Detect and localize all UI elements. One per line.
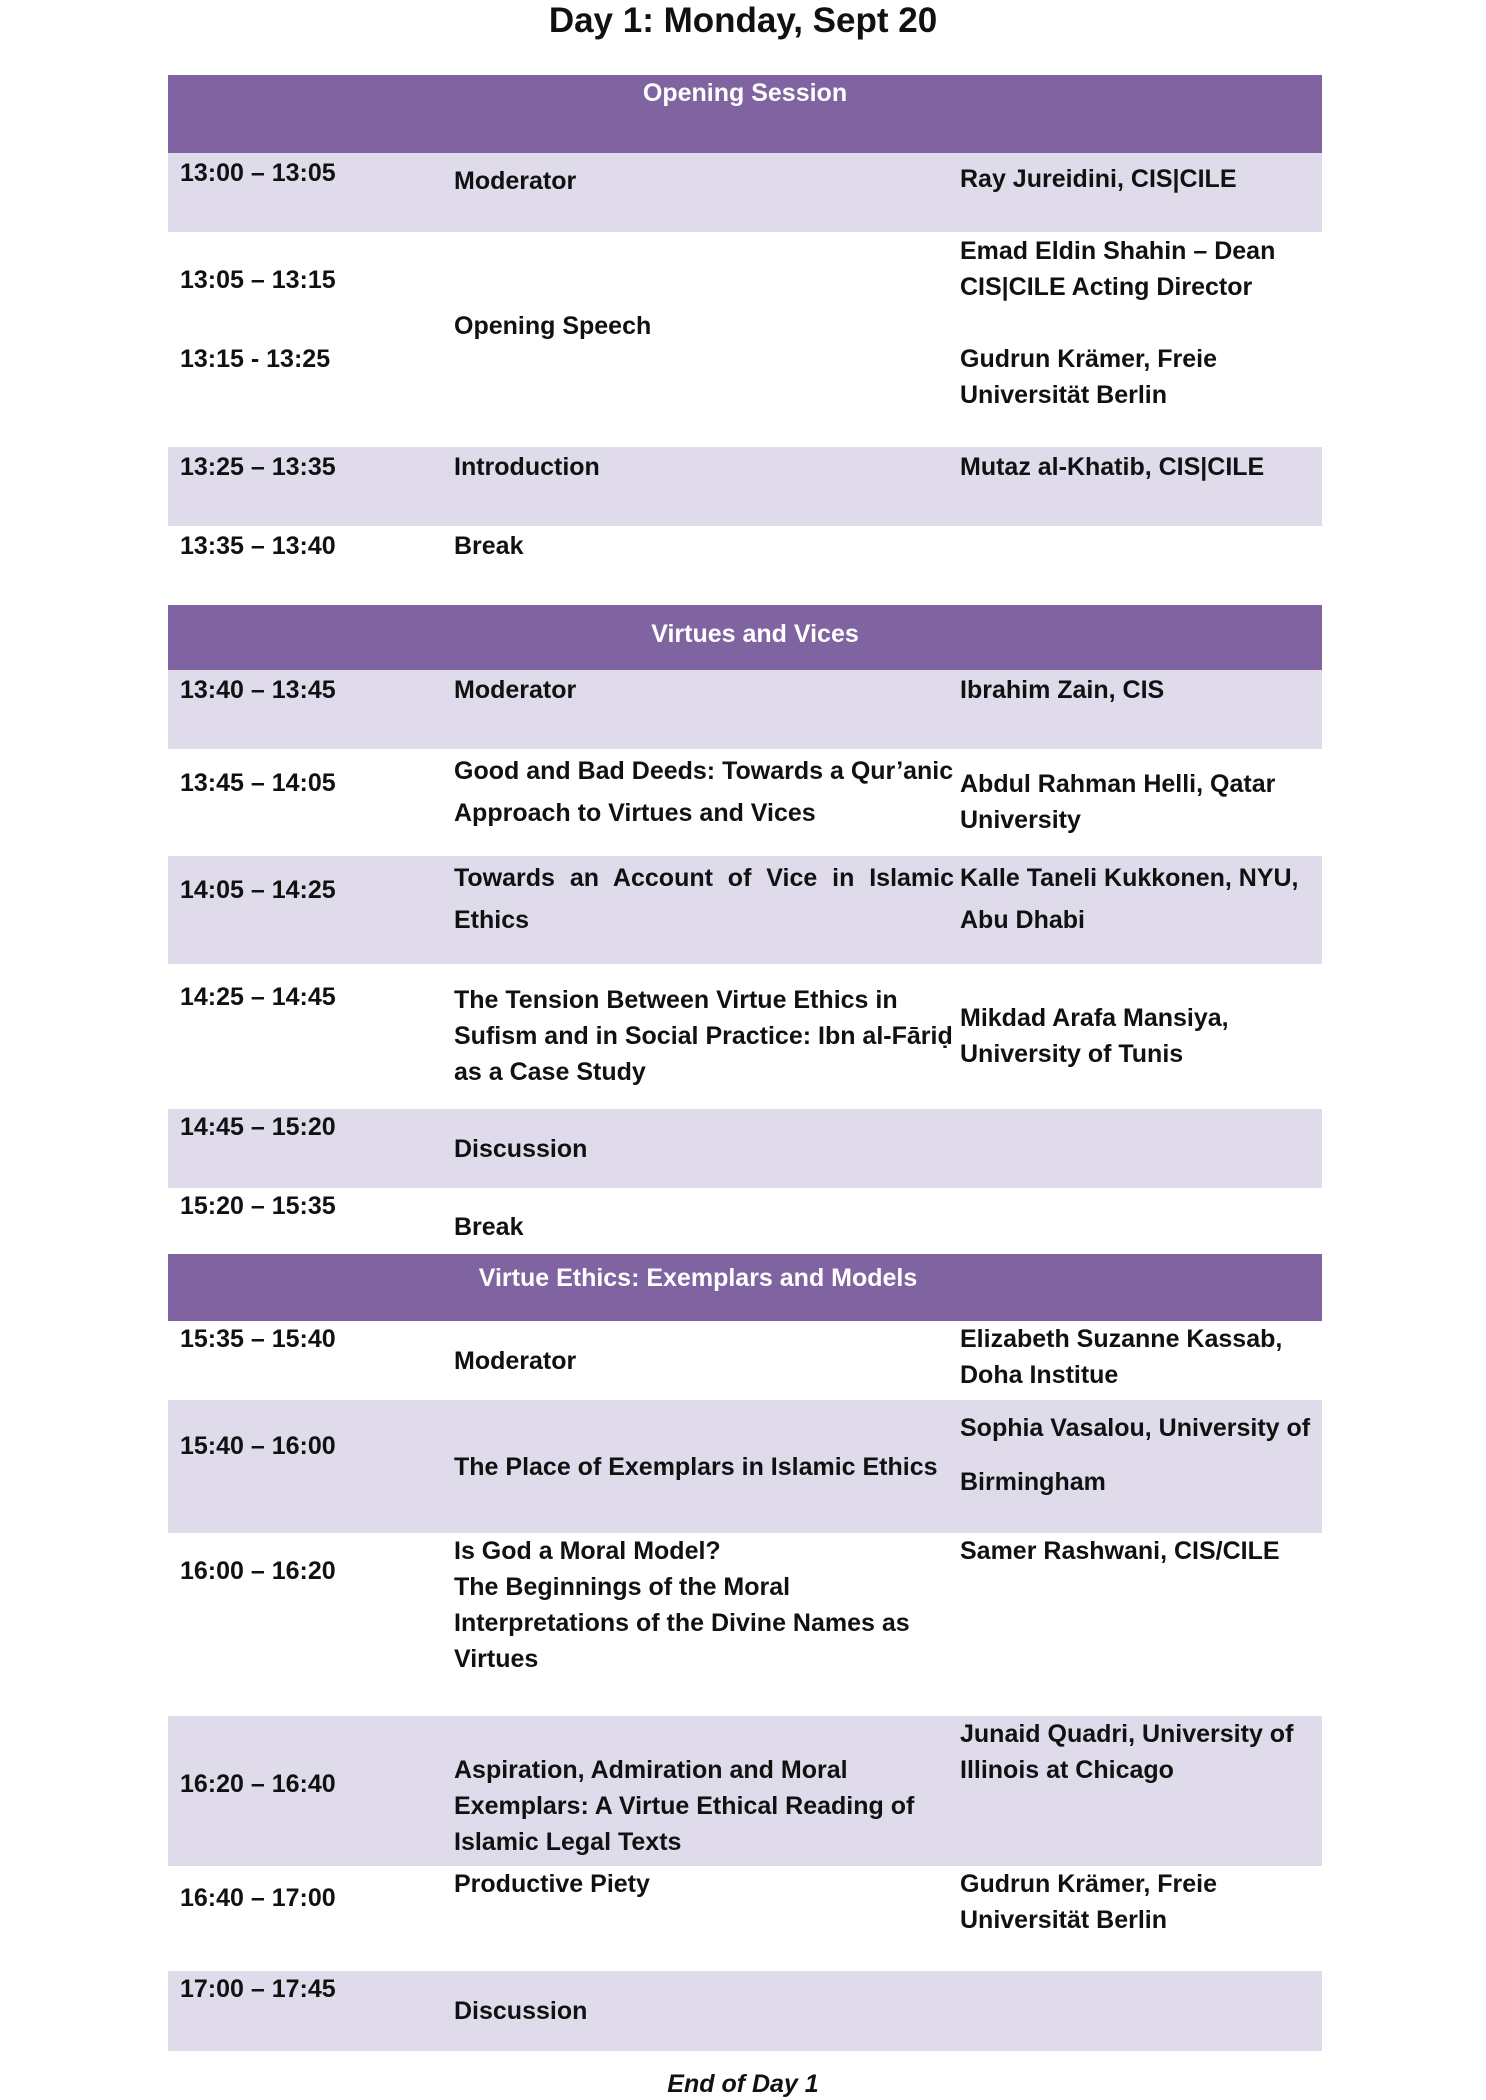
page-footer: End of Day 1 <box>667 2070 819 2098</box>
speaker-cell: Sophia Vasalou, University of Birmingham <box>960 1414 1311 1496</box>
talk-cell: Discussion <box>454 1997 588 2025</box>
table-row <box>168 1109 1322 1188</box>
time-cell: 13:00 – 13:05 <box>180 159 336 187</box>
time-cell: 14:45 – 15:20 <box>180 1113 336 1141</box>
talk-cell: Break <box>454 1213 524 1241</box>
speaker-cell: Abdul Rahman Helli, Qatar University <box>960 770 1276 834</box>
talk-cell: The Tension Between Virtue Ethics in Sufism and in Social Practice: Ibn al-Fāriḍ as a Case Study <box>454 986 953 1086</box>
time-cell: 17:00 – 17:45 <box>180 1975 336 2003</box>
speaker-cell: Mutaz al-Khatib, CIS|CILE <box>960 453 1265 481</box>
speaker-cell: Mikdad Arafa Mansiya, University of Tunis <box>960 1004 1229 1068</box>
session-title: Opening Session <box>642 79 848 107</box>
speaker-cell: Ray Jureidini, CIS|CILE <box>960 165 1237 193</box>
time-cell: 14:25 – 14:45 <box>180 983 336 1011</box>
time-cell: 13:45 – 14:05 <box>180 769 336 797</box>
session-title: Virtues and Vices <box>651 620 859 648</box>
time-cell: 16:20 – 16:40 <box>180 1770 336 1798</box>
session-title: Virtue Ethics: Exemplars and Models <box>478 1264 918 1292</box>
talk-cell: Moderator <box>454 1347 577 1375</box>
table-row <box>168 1533 1322 1716</box>
table-row <box>168 1866 1322 1971</box>
time-cell: 13:25 – 13:35 <box>180 453 336 481</box>
talk-cell: Introduction <box>454 453 600 481</box>
time-cell: 14:05 – 14:25 <box>180 876 336 904</box>
time-cell: 16:00 – 16:20 <box>180 1557 336 1585</box>
talk-cell: Moderator <box>454 167 577 195</box>
table-row <box>168 153 1322 232</box>
table-row <box>168 1400 1322 1533</box>
speaker-cell: Ibrahim Zain, CIS <box>960 676 1165 704</box>
talk-cell: Break <box>454 532 524 560</box>
table-row <box>168 964 1322 1109</box>
talk-cell: Productive Piety <box>454 1870 650 1898</box>
time-cell: 13:35 – 13:40 <box>180 532 336 560</box>
session-header <box>168 1254 1322 1321</box>
speaker-cell: Gudrun Krämer, Freie Universität Berlin <box>960 345 1218 409</box>
table-row <box>168 232 1322 447</box>
speaker-cell: Emad Eldin Shahin – Dean CIS|CILE Acting Director <box>960 237 1276 301</box>
table-row <box>168 670 1322 749</box>
speaker-cell: Samer Rashwani, CIS/CILE <box>960 1537 1280 1565</box>
speaker-cell: Elizabeth Suzanne Kassab, Doha Institue <box>960 1325 1283 1389</box>
time-cell: 13:05 – 13:15 <box>180 266 336 294</box>
table-row <box>168 1321 1322 1400</box>
talk-cell: Towards an Account of Vice in Islamic Ethics <box>454 864 954 934</box>
table-row <box>168 1188 1322 1254</box>
table-row <box>168 526 1322 605</box>
time-cell: 16:40 – 17:00 <box>180 1884 336 1912</box>
time-cell: 13:40 – 13:45 <box>180 676 336 704</box>
time-cell: 15:20 – 15:35 <box>180 1192 336 1220</box>
time-cell: 15:40 – 16:00 <box>180 1432 336 1460</box>
talk-cell: Moderator <box>454 676 577 704</box>
page-title: Day 1: Monday, Sept 20 <box>548 1 938 40</box>
talk-cell: Aspiration, Admiration and Moral Exemplars: A Virtue Ethical Reading of Islamic Legal Texts <box>454 1756 915 1856</box>
session-header <box>168 75 1322 153</box>
talk-cell: Good and Bad Deeds: Towards a Qur’anic Approach to Virtues and Vices <box>454 757 954 827</box>
table-row <box>168 1971 1322 2051</box>
table-row <box>168 749 1322 856</box>
time-cell: 13:15 - 13:25 <box>180 345 331 373</box>
table-row <box>168 856 1322 964</box>
table-row <box>168 447 1322 526</box>
speaker-cell: Kalle Taneli Kukkonen, NYU, Abu Dhabi <box>960 864 1299 934</box>
talk-cell: Discussion <box>454 1135 588 1163</box>
time-cell: 15:35 – 15:40 <box>180 1325 336 1353</box>
talk-cell: Opening Speech <box>454 312 652 340</box>
talk-cell: Is God a Moral Model? The Beginnings of the Moral Interpretations of the Divine Names as Virtues <box>454 1537 910 1673</box>
session-header <box>168 605 1322 670</box>
speaker-cell: Gudrun Krämer, Freie Universität Berlin <box>960 1870 1218 1934</box>
speaker-cell: Junaid Quadri, University of Illinois at Chicago <box>960 1720 1294 1784</box>
talk-cell: The Place of Exemplars in Islamic Ethics <box>454 1453 938 1481</box>
table-row <box>168 1716 1322 1866</box>
